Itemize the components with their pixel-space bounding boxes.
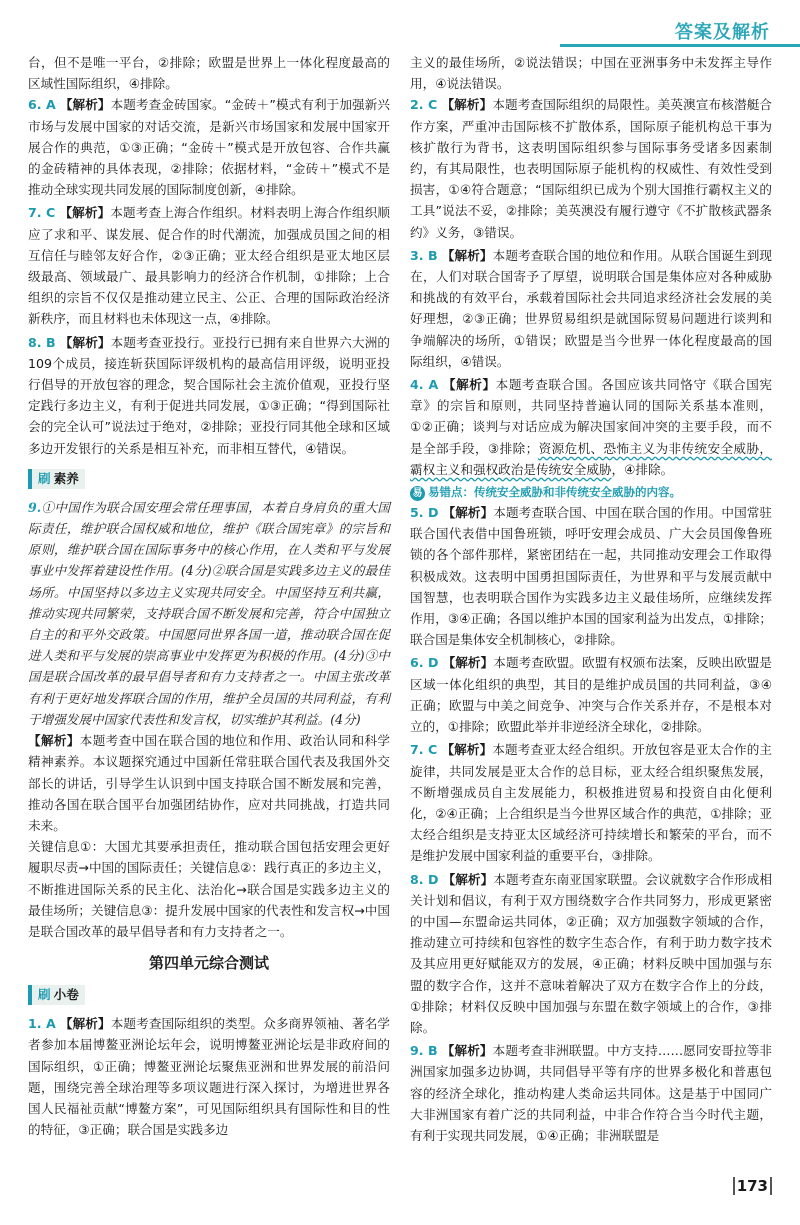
analysis-tag: 【解析】 (441, 1043, 493, 1059)
header-title: 答案及解析 (675, 22, 770, 43)
item-text: 本题考查非洲联盟。中方支持……愿同安哥拉等非洲国家加强多边协调，共同倡导平等有序的世界多极化和普惠包容的经济全球化，推动构建人类命运共同体。这是基于中国同广大非洲国家有着广泛的共同利益，中非合作符合当今时代主题，有利于实现共同发展，①④正确；非洲联盟是 (410, 1043, 773, 1143)
answer-item (410, 245, 772, 372)
answer-item (410, 739, 772, 866)
brush-icon: 刷 (38, 470, 51, 486)
item-text: 本题考查金砖国家。“金砖＋”模式有利于加强新兴市场与发展中国家的对话交流，是新兴市场国家和发展中国家开展合作的典范，①③正确；“金砖＋”模式是开放包容、合作共赢的金砖精神的具体表现，②排除；依据材料，“金砖＋”模式不是推动全球实现共同发展的国际制度创新，④排除。 (28, 97, 390, 198)
item-number: 9. B (410, 1043, 438, 1059)
item-text: 本题考查亚太经合组织。开放包容是亚太合作的主旋律，共同发展是亚太合作的总目标，亚太经合组织聚焦发展，不断增强成员自主发展能力，积极推进贸易和投资自由化便利化，②④正确；上合组织是当今世界区域合作的典范，①排除；亚太经合组织是支持亚太区域经济可持续增长和繁荣的平台，而不是维护发展中国家利益的重要平台，③排除。 (410, 742, 773, 864)
item-number: 8. D (410, 871, 439, 887)
answer-item (410, 869, 772, 1039)
item-number: 4. A (410, 377, 439, 393)
answer-item (410, 652, 772, 737)
item-text: 本题考查联合国。各国应该共同恪守《联合国宪章》的宗旨和原则，共同坚持普遍认同的国际关系基本准则，①②正确；谈判与对话应成为解决国家间冲突的主要手段，而不是全部手段，③排除； (410, 377, 773, 456)
item-number: 7. C (410, 742, 438, 758)
key-info-paragraph: 关键信息①：大国尤其要承担责任，推动联合国包括安理会更好履职尽责→中国的国际责任；关键信息②：践行真正的多边主义，不断推进国际关系的民主化、法治化→联合国是实践多边主义的最佳场所；关键信息③：提升发展中国家的代表性和发言权→中国是联合国改革的最早倡导者和有力支持者之一。 (28, 839, 390, 939)
item-number: 9. (28, 499, 42, 515)
answer-item (28, 202, 390, 329)
section-label-suyang: 刷 素养 (28, 469, 85, 489)
analysis-tag: 【解析】 (59, 97, 111, 113)
item-text: 本题考查国际组织的局限性。美英澳宣布核潜艇合作方案，严重冲击国际核不扩散体系，国际原子能机构总干事为核扩散行为背书，这表明国际组织参与国际事务受诸多因素制约，有其局限性，也表明国际原子能机构的权威性、有效性受到损害，①④符合题意；“国际组织已成为个别大国推行霸权主义的工具”说法不妥，②排除；美英澳没有履行遵守《不扩散核武器条约》义务，③错误。 (410, 97, 773, 240)
item-text: 本题考查上海合作组织。材料表明上海合作组织顺应了求和平、谋发展、促合作的时代潮流，加强成员国之间的相互信任与睦邻友好合作，②③正确；亚太经合组织是亚太地区层级最高、领域最广、最具影响力的经济合作机制，①排除；上合组织的宗旨不仅仅是推动建立民主、公正、合理的国际政治经济新秩序，而且材料也未体现这一点，④排除。 (28, 205, 391, 327)
item-text: 本题考查联合国的地位和作用。从联合国诞生到现在，人们对联合国寄予了厚望，说明联合国是集体应对各种威胁和挑战的有效平台，承载着国际社会共同追求经济社会发展的美好理想，②③正确；世界贸易组织是就国际贸易问题进行谈判和争端解决的场所，①错误；欧盟是当今世界一体化程度最高的国际组织，④错误。 (410, 247, 773, 369)
continued-text: 台，但不是唯一平台，②排除；欧盟是世界上一体化程度最高的区域性国际组织，④排除。 (28, 55, 390, 92)
brush-icon: 刷 (38, 987, 51, 1003)
item-text-tail: ，④排除。 (611, 461, 674, 477)
answer-item (410, 374, 772, 480)
analysis-tag: 【解析】 (441, 742, 493, 758)
item-text: 本题考查联合国、中国在联合国的作用。中国常驻联合国代表借中国鲁班锁，呼吁安理会成员、广大会员国像鲁班锁的各个部件那样，紧密团结在一起，共同推动安理会工作取得积极成效。这表明中国勇担国际责任，为世界和平与发展贡献中国智慧，也表明联合国作为实践多边主义最佳场所，应继续发挥作用，③④正确；各国以维护本国的国家利益为出发点，①排除；联合国是集体安全机制核心，②排除。 (410, 505, 773, 648)
analysis-tag: 【解析】 (441, 247, 493, 263)
analysis-tag: 【解析】 (442, 871, 494, 887)
item-answer: ①中国作为联合国安理会常任理事国，本着自身肩负的重大国际责任，维护联合国权威和地位，维护《联合国宪章》的宗旨和原则，维护联合国在国际事务中的核心作用，在人类和平与发展事业中发挥着建设性作用。(4分)②联合国是实践多边主义的最佳场所。中国坚持以多边主义实现共同安全。中国坚持互利共赢，推动实现共同繁荣，支持联合国不断发展和完善，符合中国独立自主的和平外交政策。中国愿同世界各国一道，推动联合国在促进人类和平与发展的崇高事业中发挥更为积极的作用。(4分)③中国是联合国改革的最早倡导者和有力支持者之一。中国主张改革有利于更好地发挥联合国的作用，维护全员国的共同利益，有利于增强发展中国家代表性和发言权，切实维护其利益。(4分) (28, 499, 390, 727)
item-text: 本题考查亚投行。亚投行已拥有来自世界六大洲的109个成员，接连斩获国际评级机构的最高信用评级，说明亚投行倡导的开放包容的理念，契合国际社会主流价值观，亚投行坚定践行多边主义，有利于促进共同发展，①③正确；“得到国际社会的完全认可”说法过于绝对，②排除；亚投行同其他全球和区域多边开发银行的关系是相互补充，而非相互替代，④错误。 (28, 334, 391, 456)
error-tip: 易 易错点：传统安全威胁和非传统安全威胁的内容。 (410, 482, 772, 502)
wavy-underlined-text: 资源危机、恐怖主义为非传统安全威胁，霸权主义和强权政治是传统安全威胁 (410, 440, 773, 477)
item-text: 本题考查欧盟。欧盟有权颁布法案，反映出欧盟是区域一体化组织的典型，其目的是维护成员国的共同利益，③④正确；欧盟与中美之间竞争、冲突与合作关系并存，不是根本对立的，①排除；欧盟此举并非逆经济全球化，②排除。 (410, 655, 773, 735)
item-number: 3. B (410, 247, 438, 263)
item-number: 8. B (28, 334, 56, 350)
unit-title: 第四单元综合测试 (148, 954, 269, 973)
item-number: 1. A (28, 1016, 56, 1032)
item-number: 2. C (410, 97, 438, 113)
tip-badge-icon: 易 (410, 486, 425, 501)
header-rule (560, 44, 800, 47)
analysis-paragraph: 【解析】本题考查中国在联合国的地位和作用、政治认同和科学精神素养。本议题探究通过中国新任常驻联合国代表及我国外交部长的讲话，引导学生认识到中国支持联合国不断发展和完善，推动各国在联合国平台加强团结协作，应对共同挑战，打造共同未来。 (28, 733, 391, 833)
item-number: 6. A (28, 97, 56, 113)
section-label-xiaojuan: 刷 小卷 (28, 985, 85, 1005)
item-number: 5. D (410, 505, 439, 521)
right-column (410, 52, 772, 1148)
answer-item (410, 502, 772, 650)
continued-text: 主义的最佳场所，②说法错误；中国在亚洲事务中未发挥主导作用，④说法错误。 (410, 55, 772, 92)
item-text: 本题考查国际组织的类型。众多商界领袖、著名学者参加本届博鳌亚洲论坛年会，说明博鳌亚洲论坛是非政府间的国际组织，①正确；博鳌亚洲论坛聚焦亚洲和世界发展的前沿问题，围绕完善全球治理等多项议题进行深入探讨，为增进世界各国人民福祉贡献“博鳌方案”，可见国际组织具有国际性和目的性的特征，③正确；联合国是实践多边 (28, 1016, 391, 1138)
analysis-tag: 【解析】 (59, 334, 111, 350)
answer-item (28, 94, 390, 200)
answer-item (410, 94, 772, 242)
item-number: 6. D (410, 655, 439, 671)
item-text: 本题考查东南亚国家联盟。会议就数字合作形成相关计划和倡议，有利于双方围绕数字合作共同努力，形成更紧密的中国—东盟命运共同体，②正确；双方加强数字领域的合作，推动建立可持续和包容性的数字生态合作，有利于助力数字技术及其应用更好赋能双方的发展，④正确；材料反映中国加强与东盟的数字合作，这并不意味着解决了双方在数字合作上的分歧，①排除；材料仅反映中国加强与东盟在数字领域上的合作，③排除。 (410, 871, 773, 1035)
item-number: 7. C (28, 205, 56, 221)
analysis-tag: 【解析】 (442, 655, 494, 671)
left-column (28, 52, 390, 1142)
analysis-tag: 【解析】 (59, 1016, 111, 1032)
page-number: 173 (733, 1177, 772, 1195)
answer-item (410, 1040, 772, 1146)
answer-item-handwritten (28, 497, 390, 730)
analysis-tag: 【解析】 (442, 505, 494, 521)
analysis-tag: 【解析】 (59, 205, 111, 221)
analysis-tag: 【解析】 (441, 97, 493, 113)
answer-item (28, 332, 390, 459)
answer-item (28, 1013, 390, 1140)
analysis-tag: 【解析】 (442, 377, 496, 393)
